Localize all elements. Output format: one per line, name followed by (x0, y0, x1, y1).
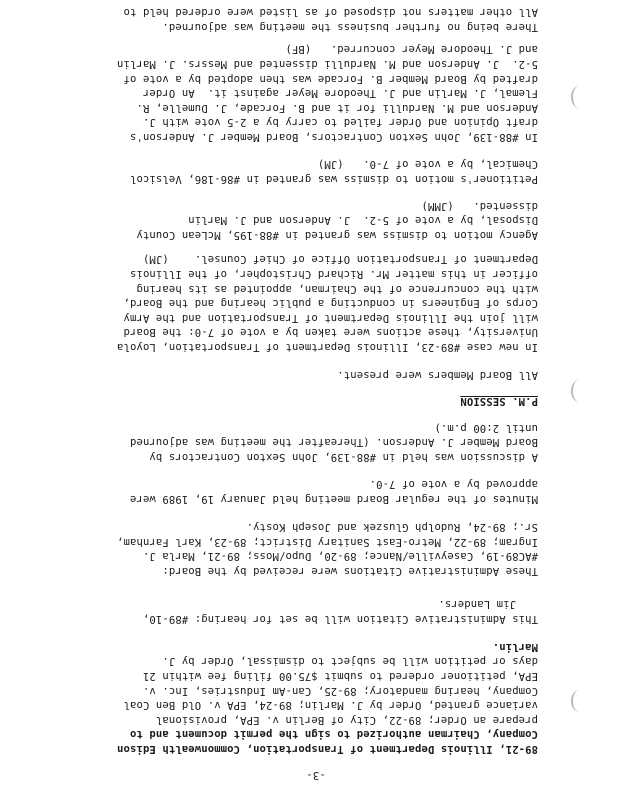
paragraph-discussion (73, 420, 538, 464)
text-line: Company, hearing mandatory; 89-25, Can-Am Industries, Inc. v. (142, 684, 538, 697)
text-line: #AC89-19, Caseyville/Nance; 89-20, Dupo/Moss; 89-21, Marla J. (142, 550, 538, 563)
text-line: prepare an Order; 89-22, City of Berlin v. EPA, provisional (155, 713, 538, 726)
text-line: with the concurrence of the Chairman, appointed as its hearing (136, 282, 538, 295)
text-line: until 2:00 p.m.) (434, 421, 538, 434)
paragraph-adjourned (73, 5, 538, 34)
page-number: -3- (306, 769, 326, 782)
text-line: Petitioner's motion to dismiss was granted in #86-186, Velsicol (129, 173, 538, 185)
text-line: Chemical, by a vote of 7-0. (JM) (317, 158, 538, 171)
text-line: EPA, petitioner ordered to submit $75.00 filing fee within 21 (142, 670, 538, 683)
paragraph-members-present (73, 367, 538, 382)
paragraph-agency-motion (73, 198, 538, 242)
punch-hole-mark (571, 690, 587, 712)
text-line: Sr.; 89-24, Rudolph Gluszek and Joseph Kosty. (246, 521, 538, 534)
text-line: variance granted, Order by J. Marlin; 89-24, EPA v. Old Ben Coal (123, 699, 538, 712)
paragraph-new-case (73, 252, 538, 354)
paragraph-sexton-order (73, 42, 538, 144)
text-line: draft Opinion and Order failed to carry by a 2-5 vote with J. (142, 116, 538, 129)
text-line: A discussion was held in #88-139, John Sexton Contractors by (149, 451, 538, 463)
paragraph-petitioner-motion (73, 157, 538, 186)
paragraph-continued-orders (73, 639, 538, 756)
text-line: Jim Landers. (438, 598, 516, 611)
paragraph-citations-received (73, 520, 538, 578)
punch-hole-mark (571, 380, 587, 402)
text-line: and J. Theodore Meyer concurred. (BF) (285, 43, 538, 56)
text-line: 5-2. J. Anderson and M. Nardulli dissented and Messrs. J. Marlin (116, 58, 538, 71)
text-line: officer in this matter Mr. Richard Christopher, of the Illinois (129, 268, 538, 281)
text-line: There being no further business the meeting was adjourned. (162, 21, 538, 33)
text-line: 89-21, Illinois Department of Transportation, Commonwealth Edison (116, 743, 538, 755)
text-line: All Board Members were present. (337, 369, 538, 381)
text-line: drafted by Board Member B. Forcade was then adopted by a vote of (123, 72, 538, 85)
text-line: Flemal, J. Marlin and J. Theodore Meyer against it. An Order (142, 87, 538, 100)
text-line: These Administrative Citations were received by the Board: (162, 565, 538, 577)
text-line: Anderson and M. Nardulli for it and B. Forcade, J. Dumelle, R. (136, 101, 538, 114)
text-line: Board Member J. Anderson. (Thereafter the meeting was adjourned (129, 436, 538, 449)
text-line: In #88-139, John Sexton Contractors, Board Member J. Anderson's (129, 131, 538, 143)
text-line: days or petition will be subject to dismissal, Order by J. (162, 655, 538, 668)
punch-hole-mark (571, 86, 587, 108)
text-line: Department of Transportation Office of Chief Counsel. (JM) (142, 253, 538, 266)
text-line: Ingram; 89-22, Metro-East Sanitary District; 89-23, Karl Farnham, (116, 535, 538, 548)
text-line: All other matters not disposed of as listed were ordered held to (123, 6, 538, 19)
text-line: Corps of Engineers in conducting a public hearing and the Board, (123, 297, 538, 310)
text-line: Disposal, by a vote of 5-2. J. Anderson and J. Marlin (188, 214, 538, 227)
text-line: Marlin. (492, 640, 538, 653)
pm-session-heading: P.M. SESSION (460, 395, 538, 407)
text-line: This Administrative Citation will be set for hearing: #89-10, (142, 613, 538, 625)
text-line: Company, Chairman authorized to sign the permit document and to (129, 728, 538, 741)
session-heading (73, 393, 538, 408)
paragraph-minutes (73, 477, 538, 506)
text-line: University, these actions were taken by a vote of 7-0: the Board (123, 326, 538, 339)
text-line: will join the Illinois Department of Transportation and the Army (123, 311, 538, 324)
text-line: dissented. (JMM) (421, 199, 538, 212)
text-line: Minutes of the regular Board meeting held January 19, 1989 were (129, 493, 538, 505)
paragraph-citation-hearing (73, 597, 538, 626)
text-line: In new case #89-23, Illinois Department of Transportation, Loyola (116, 341, 538, 353)
text-line: Agency motion to dismiss was granted in #88-195, McLean County (136, 229, 538, 241)
text-line: approved by a vote of 7-0. (369, 478, 538, 491)
